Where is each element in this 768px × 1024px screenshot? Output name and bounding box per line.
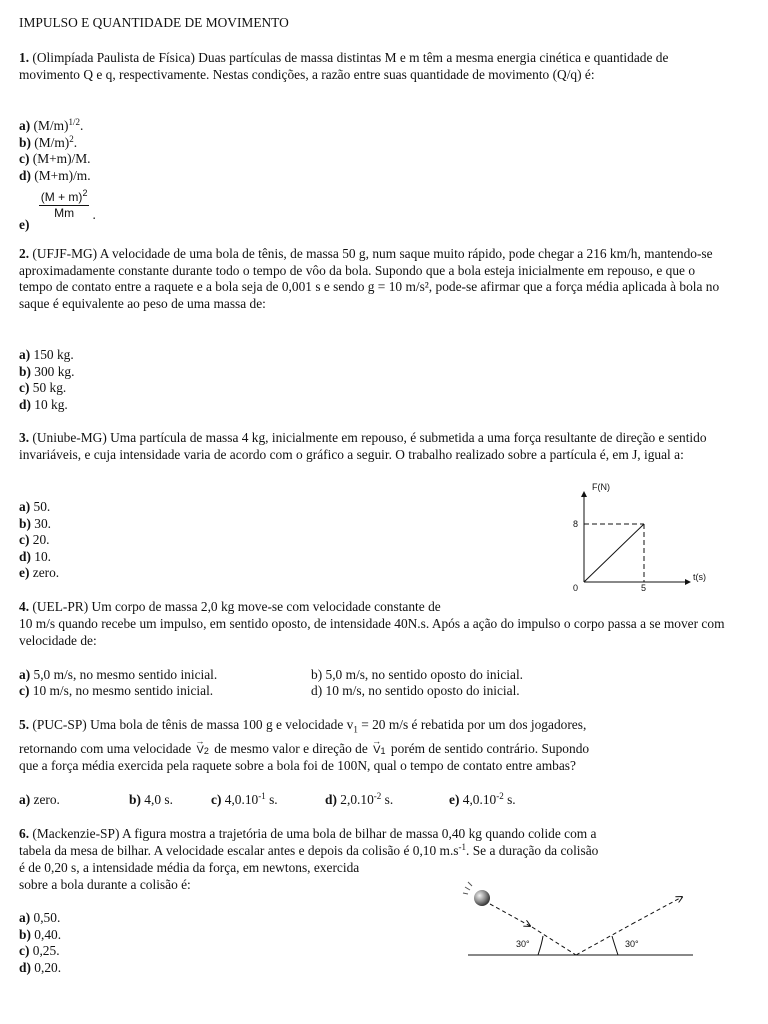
question-5-line3: que a força média exercida pela raquete sobre a bola foi de 100N, qual o tempo de contato entre ambas? bbox=[19, 758, 576, 773]
q6-option-d: d) 0,20. bbox=[19, 959, 62, 975]
q3-option-e: e) zero. bbox=[19, 565, 60, 580]
q1-option-d: d) (M+m)/m. bbox=[19, 167, 91, 183]
question-6-line3: é de 0,20 s, a intensidade média da força, em newtons, exercida bbox=[19, 860, 360, 875]
q4-option-d: d) 10 m/s, no sentido oposto do inicial. bbox=[311, 683, 520, 698]
q4-option-a: a) 5,0 m/s, no mesmo sentido inicial. bbox=[19, 667, 218, 682]
question-6-options bbox=[19, 910, 219, 976]
q2-option-b: b) 300 kg. bbox=[19, 363, 75, 379]
question-3-number: 3. bbox=[19, 430, 30, 445]
graph-ylabel: F(N) bbox=[592, 482, 610, 492]
force-time-graph bbox=[560, 478, 720, 596]
q1-option-c: c) (M+m)/M. bbox=[19, 151, 91, 166]
question-5-line2: retornando com uma velocidade → $V_2$ de mesmo valor e direção de → $V_1$ porém de sentido contrário. Supondo bbox=[19, 741, 589, 760]
question-4-number: 4. bbox=[19, 599, 30, 614]
document-title: IMPULSO E QUANTIDADE DE MOVIMENTO bbox=[19, 15, 289, 30]
q2-option-a: a) 150 kg. bbox=[19, 347, 74, 362]
q1-option-a: a) $(M/m)^{1/2}$. bbox=[19, 117, 84, 133]
vector-v2-symbol: → $V_2$ bbox=[195, 736, 209, 756]
outgoing-path bbox=[632, 897, 682, 924]
ball-motion-lines bbox=[463, 882, 472, 894]
q3-option-d: d) 10. bbox=[19, 548, 52, 564]
q1-option-e: e) $\frac{(M + m)^2}{Mm}$ . bbox=[19, 188, 96, 232]
vector-v1-symbol: → $V_1$ bbox=[372, 736, 386, 756]
question-6-line2: tabela da mesa de bilhar. A velocidade escalar antes e depois da colisão é 0,10 $m.s^{-1}$. Se a duração da colisão bbox=[19, 842, 599, 858]
q4-option-c: c) 10 m/s, no mesmo sentido inicial. bbox=[19, 683, 214, 698]
question-6-number: 6. bbox=[19, 826, 30, 841]
question-2-number: 2. bbox=[19, 246, 30, 261]
graph-xlabel: t(s) bbox=[693, 572, 706, 582]
angle-arc-left bbox=[538, 936, 543, 955]
question-6-line1: 6. (Mackenzie-SP) A figura mostra a trajetória de uma bola de bilhar de massa 0,40 kg quando colide com a bbox=[19, 826, 597, 841]
question-5-line1: 5. (PUC-SP) Uma bola de tênis de massa 100 g e velocidade $v_1 = 20$ m/s é rebatida por um dos jogadores, bbox=[19, 717, 587, 735]
question-1-text: 1. (Olimpíada Paulista de Física) Duas partículas de massa distintas M e m têm a mesma energia cinética e quantidade de movimento Q e q, respectivamente. Nestas condições, a razão entre suas quantidade de movimento (Q/q) é: bbox=[19, 50, 669, 82]
q6-option-c: c) 0,25. bbox=[19, 943, 60, 958]
question-4-line1: 4. (UEL-PR) Um corpo de massa 2,0 kg move-se com velocidade constante de bbox=[19, 599, 441, 614]
question-2-text: 2. (UFJF-MG) A velocidade de uma bola de tênis, de massa 50 g, num saque muito rápido, pode chegar a 216 km/h, mantendo-se aproximadamente constante durante todo o tempo de vôo da bola. Supondo que a bola esteja inicialmente em repouso, e que o tempo de contato entre a raquete e a bola seja de 0,001 s e sendo g = 10 m/s², pode-se afirmar que a força média aplicada à bola no saque é equivalente ao peso de uma massa de: bbox=[19, 246, 720, 311]
graph-xtick: 5 bbox=[641, 583, 647, 593]
graph-ytick: 8 bbox=[573, 519, 579, 529]
question-1-options bbox=[19, 118, 731, 184]
q5-option-c: c) $4,0.10^{-1}$ s. bbox=[211, 791, 278, 807]
question-3-options bbox=[19, 499, 219, 582]
question-4-line2: 10 m/s quando recebe um impulso, em sentido oposto, de intensidade 40N.s. Após a ação do impulso o corpo passa a se mover com velocidade de: bbox=[19, 616, 725, 648]
question-5-number: 5. bbox=[19, 717, 30, 732]
q3-option-a: a) 50. bbox=[19, 499, 51, 514]
q5-option-a: a) zero. bbox=[19, 792, 60, 807]
angle-label-right: 30° bbox=[625, 939, 639, 949]
question-1-number: 1. bbox=[19, 50, 30, 65]
q2-option-d: d) 10 kg. bbox=[19, 396, 68, 412]
q1-option-e-fraction: $\frac{(M + m)^2}{Mm}$ bbox=[40, 188, 88, 220]
q3-option-c: c) 20. bbox=[19, 532, 50, 547]
billiard-collision-figure bbox=[460, 880, 700, 964]
q5-option-e: e) $4,0.10^{-2}$ s. bbox=[449, 791, 516, 807]
billiard-ball bbox=[474, 890, 490, 906]
q3-option-b: b) 30. bbox=[19, 515, 52, 531]
q2-option-c: c) 50 kg. bbox=[19, 380, 67, 395]
graph-force-line bbox=[584, 524, 644, 582]
question-2-options bbox=[19, 347, 731, 413]
graph-origin: 0 bbox=[573, 583, 579, 593]
incoming-path bbox=[490, 904, 530, 926]
q6-option-b: b) 0,40. bbox=[19, 926, 62, 942]
incoming-path-end bbox=[532, 927, 576, 955]
question-3-text: 3. (Uniube-MG) Uma partícula de massa 4 kg, inicialmente em repouso, é submetida a uma força resultante de direção e sentido invariáveis, e cuja intensidade varia de acordo com o gráfico a seguir. O trabalho realizado sobre a partícula é, em J, igual a: bbox=[19, 430, 707, 462]
angle-label-left: 30° bbox=[516, 939, 530, 949]
q5-option-d: d) $2,0.10^{-2}$ s. bbox=[325, 791, 394, 807]
q1-option-b: b) $(M/m)^2$. bbox=[19, 133, 78, 150]
q4-option-b: b) 5,0 m/s, no sentido oposto do inicial. bbox=[311, 667, 524, 682]
angle-arc-right bbox=[612, 936, 618, 955]
q6-option-a: a) 0,50. bbox=[19, 910, 61, 925]
q5-option-b: b) 4,0 s. bbox=[129, 792, 173, 807]
outgoing-path-start bbox=[576, 924, 632, 955]
question-6-line4: sobre a bola durante a colisão é: bbox=[19, 877, 191, 892]
